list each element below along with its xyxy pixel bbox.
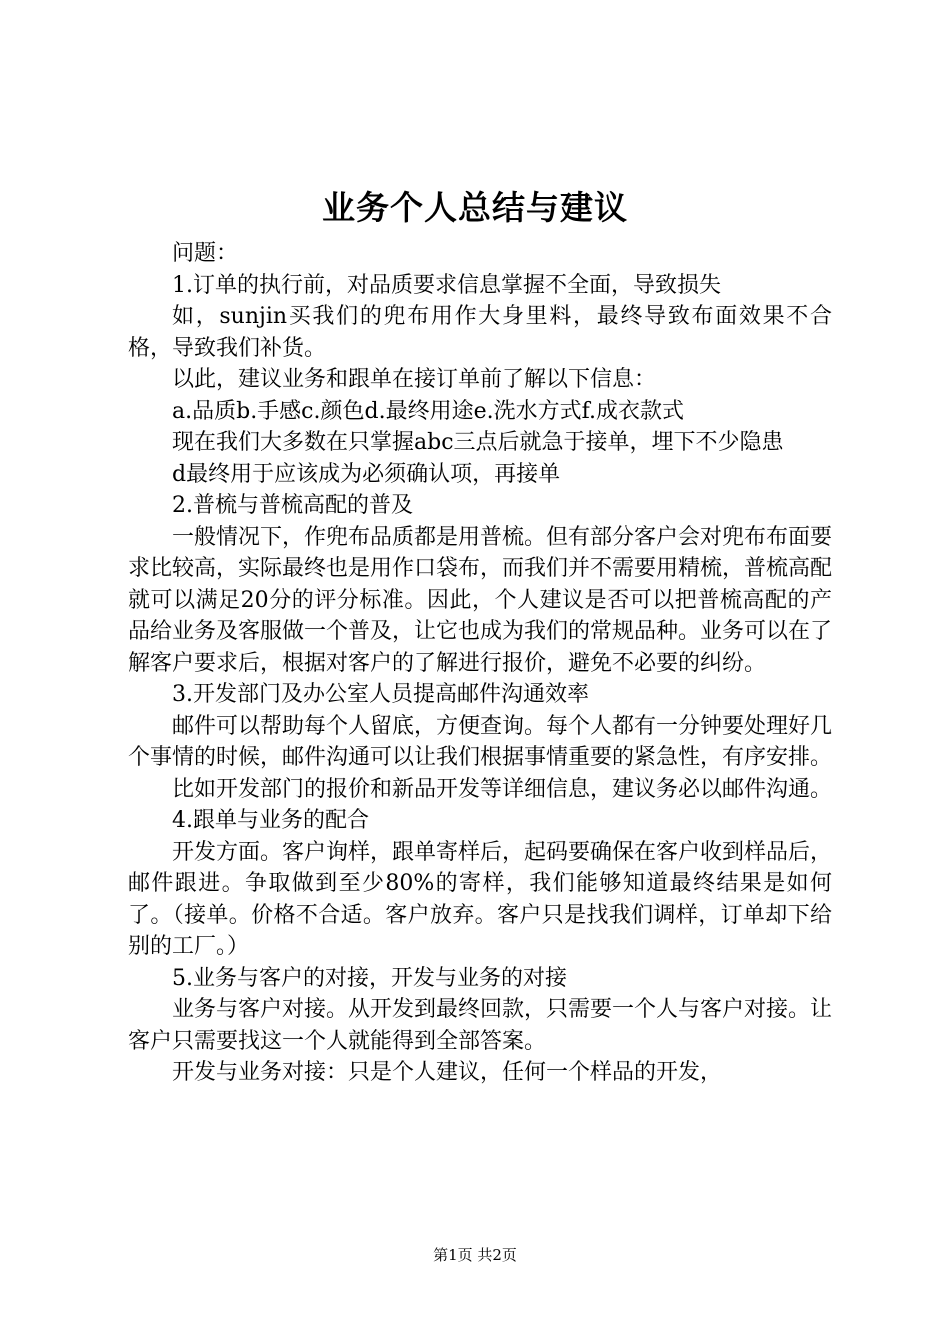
paragraph: 1.订单的执行前，对品质要求信息掌握不全面，导致损失 [172, 272, 721, 298]
paragraph: 5.业务与客户的对接，开发与业务的对接 [172, 965, 567, 991]
paragraph: 邮件可以帮助每个人留底，方便查询。每个人都有一分钟要处理好几个事情的时候，邮件沟通可以让我们根据事情重要的紧急性，有序安排。 [128, 713, 833, 770]
paragraph: 一般情况下，作兜布品质都是用普梳。但有部分客户会对兜布布面要求比较高，实际最终也是用作口袋布，而我们并不需要用精梳，普梳高配就可以满足20分的评分标准。因此，个人建议是否可以把普梳高配的产品给业务及客服做一个普及，让它也成为我们的常规品种。业务可以在了解客户要求后，根据对客户的了解进行报价，避免不必要的纠纷。 [128, 524, 833, 676]
page-number-footer: 第1页 共2页 [433, 1246, 517, 1264]
paragraph: 现在我们大多数在只掌握abc三点后就急于接单，埋下不少隐患 [172, 430, 784, 455]
paragraph: a.品质b.手感c.颜色d.最终用途e.洗水方式f.成衣款式 [172, 398, 684, 424]
paragraph: 以此，建议业务和跟单在接订单前了解以下信息： [172, 367, 657, 392]
paragraph: 3.开发部门及办公室人员提高邮件沟通效率 [172, 682, 589, 707]
paragraph: 比如开发部门的报价和新品开发等详细信息，建议务必以邮件沟通。 [172, 776, 833, 802]
paragraph: 如，sunjin买我们的兜布用作大身里料，最终导致布面效果不合格，导致我们补货。 [128, 304, 832, 361]
paragraph: d最终用于应该成为必须确认项，再接单 [172, 461, 561, 487]
paragraph: 问题： [172, 241, 239, 266]
document-body [128, 238, 832, 1089]
paragraph: 4.跟单与业务的配合 [172, 808, 369, 833]
paragraph: 2.普梳与普梳高配的普及 [172, 493, 413, 518]
paragraph: 业务与客户对接。从开发到最终回款，只需要一个人与客户对接。让客户只需要找这一个人就能得到全部答案。 [128, 997, 833, 1054]
paragraph: 开发方面。客户询样，跟单寄样后，起码要确保在客户收到样品后，邮件跟进。争取做到至少80%的寄样，我们能够知道最终结果是如何了。（接单。价格不合适。客户放弃。客户只是找我们调样，订单却下给别的工厂。） [128, 839, 833, 959]
document-title: 业务个人总结与建议 [322, 188, 628, 227]
paragraph: 开发与业务对接：只是个人建议，任何一个样品的开发， [172, 1060, 723, 1085]
